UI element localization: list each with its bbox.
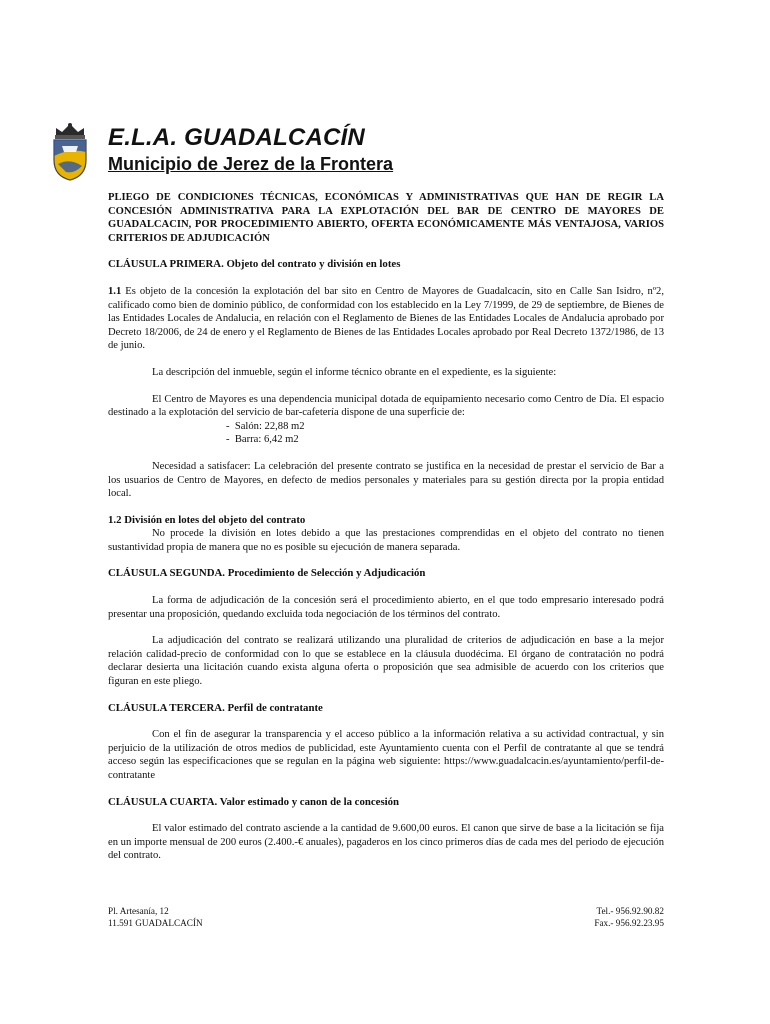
footer-address-line2: 11.591 GUADALCACÍN [108,917,203,928]
clausula-cuarta-p1: El valor estimado del contrato asciende a la cantidad de 9.600,00 euros. El canon que sirve de base a la licitación se fija en un importe mensual de 200 euros (2.400.-€ anuales), pagaderos en los cinco primeros días de cada mes del periodo de ejecución del contrato. [108,823,664,862]
clausula-cuarta-heading: CLÁUSULA CUARTA. Valor estimado y canon de la concesión [108,795,400,808]
footer-address [108,906,203,929]
clausula-tercera-heading: CLÁUSULA TERCERA. Perfil de contratante [108,701,323,714]
footer-contact [594,906,664,929]
list-item: - Salón: 22,88 m2 [226,420,664,434]
clausula-primera-p11 [108,285,664,353]
footer-address-line1: Pl. Artesanía, 12 [108,906,169,916]
footer-tel: Tel.- 956.92.90.82 [596,906,664,916]
clausula-segunda-p1: La forma de adjudicación de la concesión será el procedimiento abierto, en el que todo empresario interesado podrá presentar una proposición, quedando excluida toda negociación de los términos del contrato. [108,595,664,620]
clausula-segunda-p2: La adjudicación del contrato se realizará utilizando una pluralidad de criterios de adjudicación en base a la mejor relación calidad-precio de conformidad con lo que se establece en la cláusula duodécima. El órgano de contratación no podrá declarar desierta una licitación cuando exista alguna oferta o proposición que sea admisible de acuerdo con los criterios que figuran en este pliego. [108,635,664,688]
clausula-tercera-p1: Con el fin de asegurar la transparencia y el acceso público a la información relativa a su actividad contractual, y sin perjuicio de la utilización de otros medios de publicidad, este Ayuntamiento cuenta con el Perfil de contratante al que se tendrá acceso según las especificaciones que se regulan en la página web siguiente: https://www.guadalcacin.es/ayuntamiento/perfil-de-contratante [108,729,664,781]
p11-text: Es objeto de la concesión la explotación del bar sito en Centro de Mayores de Guadalcacín, sito en Calle San Isidro, nº2, calificado como bien de dominio público, de conformidad con los establecido en la Ley 7/1999, de 29 de septiembre, de Bienes de las Entidades Locales de Andalucia, en relación con el Reglamento de Bienes de las Entidades Locales de Andalucia aprobado por Decreto 18/2006, de 24 de enero y el Reglamento de Bienes de las Entidades Locales aprobado por Real Decreto 1372/1986, de 13 de junio. [108,285,664,352]
footer-fax: Fax.- 956.92.23.95 [594,917,664,928]
clausula-primera-heading: CLÁUSULA PRIMERA. Objeto del contrato y división en lotes [108,258,401,271]
centro-paragraph: El Centro de Mayores es una dependencia municipal dotada de equipamiento necesario como Centro de Día. El espacio destinado a la explotación del servicio de bar-cafetería dispone de una superficie de: [108,393,664,419]
coat-of-arms-icon [48,122,92,182]
document-title: PLIEGO DE CONDICIONES TÉCNICAS, ECONÓMICAS Y ADMINISTRATIVAS QUE HAN DE REGIR LA CONCESIÓN ADMINISTRATIVA PARA LA EXPLOTACIÓN DEL BAR DE CENTRO DE MAYORES DE GUADALCACIN, POR PROCEDIMIENTO ABIERTO, OFERTA ECONÓMICAMENTE MÁS VENTAJOSA, VARIOS CRITERIOS DE ADJUDICACIÓN [108,192,664,244]
clausula-segunda-heading: CLÁUSULA SEGUNDA. Procedimiento de Selección y Adjudicación [108,567,426,580]
division-lotes-heading: 1.2 División en lotes del objeto del contrato [108,513,306,526]
list-item: - Barra: 6,42 m2 [226,433,664,447]
p11-number: 1.1 [108,285,122,297]
header-title: E.L.A. GUADALCACÍN [108,124,365,151]
necesidad-paragraph: Necesidad a satisfacer: La celebración del presente contrato se justifica en la necesidad de prestar el servicio de Bar a los usuarios de Centro de Mayores, en defecto de medios personales y materiales para su gestión directa por la propia entidad local. [108,460,664,500]
descripcion-paragraph: La descripción del inmueble, según el informe técnico obrante en el expediente, es la siguiente: [152,366,557,378]
superficies-list [108,420,664,447]
division-lotes-paragraph: No procede la división en lotes debido a que las prestaciones comprendidas en el objeto del contrato no tienen sustantividad propia de manera que no es posible su ejecución de manera separada. [108,528,664,553]
document-body [108,191,664,863]
header-subtitle: Municipio de Jerez de la Frontera [108,154,394,174]
